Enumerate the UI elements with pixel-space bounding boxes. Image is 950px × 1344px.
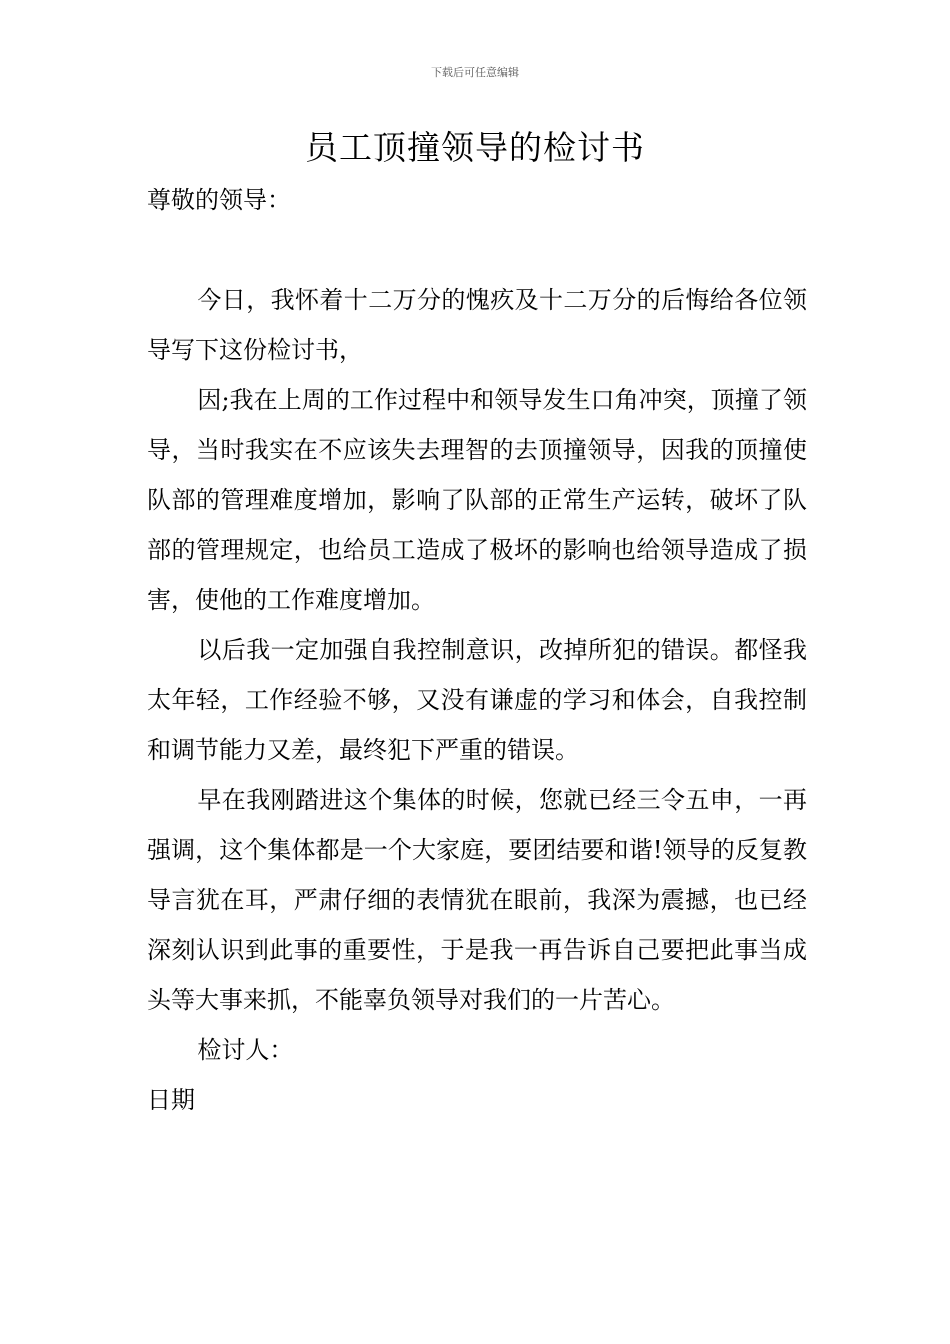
document-body xyxy=(147,175,807,1125)
salutation: 尊敬的领导： xyxy=(147,186,291,214)
document-title: 员工顶撞领导的检讨书 xyxy=(305,128,645,167)
header-note: 下载后可任意编辑 xyxy=(431,66,519,79)
paragraph-4: 早在我刚踏进这个集体的时候，您就已经三令五申，一再强调，这个集体都是一个大家庭，要团结要和谐!领导的反复教导言犹在耳，严肃仔细的表情犹在眼前，我深为震撼，也已经深刻认识到此事的重要性，于是我一再告诉自己要把此事当成头等大事来抓，不能辜负领导对我们的一片苦心。 xyxy=(147,786,807,1014)
date-label: 日期 xyxy=(147,1086,195,1114)
signature-label: 检讨人： xyxy=(197,1036,294,1064)
blank-line xyxy=(147,225,807,275)
paragraph-3: 以后我一定加强自我控制意识，改掉所犯的错误。都怪我太年轻，工作经验不够，又没有谦虚的学习和体会，自我控制和调节能力又差，最终犯下严重的错误。 xyxy=(147,636,807,764)
paragraph-2: 因;我在上周的工作过程中和领导发生口角冲突，顶撞了领导，当时我实在不应该失去理智的去顶撞领导，因我的顶撞使队部的管理难度增加，影响了队部的正常生产运转，破坏了队部的管理规定，也给员工造成了极坏的影响也给领导造成了损害，使他的工作难度增加。 xyxy=(147,386,807,614)
paragraph-1: 今日，我怀着十二万分的愧疚及十二万分的后悔给各位领导写下这份检讨书， xyxy=(147,286,807,364)
